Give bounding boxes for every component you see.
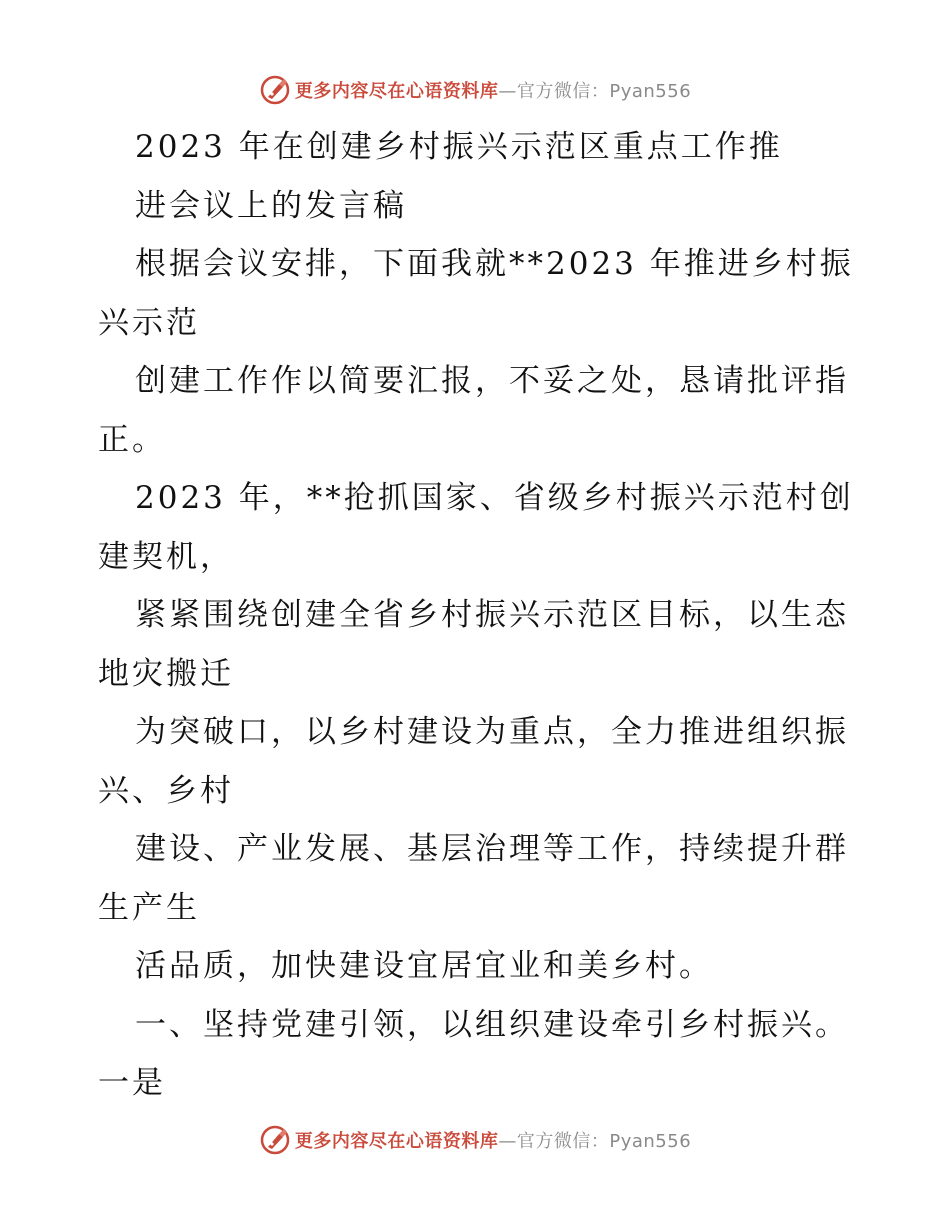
paragraph-line: 创建工作作以简要汇报，不妥之处，恳请批评指 [135, 363, 849, 399]
paragraph-line: 紧紧围绕创建全省乡村振兴示范区目标，以生态 [135, 597, 849, 633]
paragraph-line: 根据会议安排，下面我就**2023 年推进乡村振 [135, 246, 854, 282]
paragraph-line: 兴示范 [98, 304, 200, 341]
watermark-banner-top [0, 70, 950, 110]
paragraph-line: 建设、产业发展、基层治理等工作，持续提升群 [135, 831, 849, 867]
paragraph-line: 2023 年，**抢抓国家、省级乡村振兴示范村创 [135, 480, 854, 516]
paragraph-line: 正。 [98, 421, 166, 458]
watermark-gray-text: —官方微信：Pyan556 [498, 1131, 692, 1152]
paragraph-line: 一是 [98, 1065, 166, 1101]
pen-nib-logo-icon [259, 74, 291, 106]
section-heading-line: 一、坚持党建引领，以组织建设牵引乡村振兴。 [135, 1006, 849, 1043]
watermark-red-text: 更多内容尽在心语资料库 [294, 1131, 499, 1152]
paragraph-line: 活品质，加快建设宜居宜业和美乡村。 [135, 948, 713, 984]
paragraph-line: 生产生 [98, 889, 200, 926]
paragraph-line: 建契机， [98, 538, 234, 575]
watermark-gray-text: —官方微信：Pyan556 [498, 81, 692, 102]
paragraph-line: 地灾搬迁 [98, 655, 234, 692]
pen-nib-logo-icon [259, 1124, 291, 1156]
title-line-2: 进会议上的发言稿 [135, 187, 407, 224]
watermark-banner-bottom [0, 1120, 950, 1160]
title-line-1: 2023 年在创建乡村振兴示范区重点工作推 [135, 129, 783, 165]
watermark-red-text: 更多内容尽在心语资料库 [294, 81, 499, 102]
paragraph-line: 为突破口，以乡村建设为重点，全力推进组织振 [135, 714, 849, 750]
paragraph-line: 兴、乡村 [98, 772, 234, 809]
document-body [98, 118, 858, 1113]
